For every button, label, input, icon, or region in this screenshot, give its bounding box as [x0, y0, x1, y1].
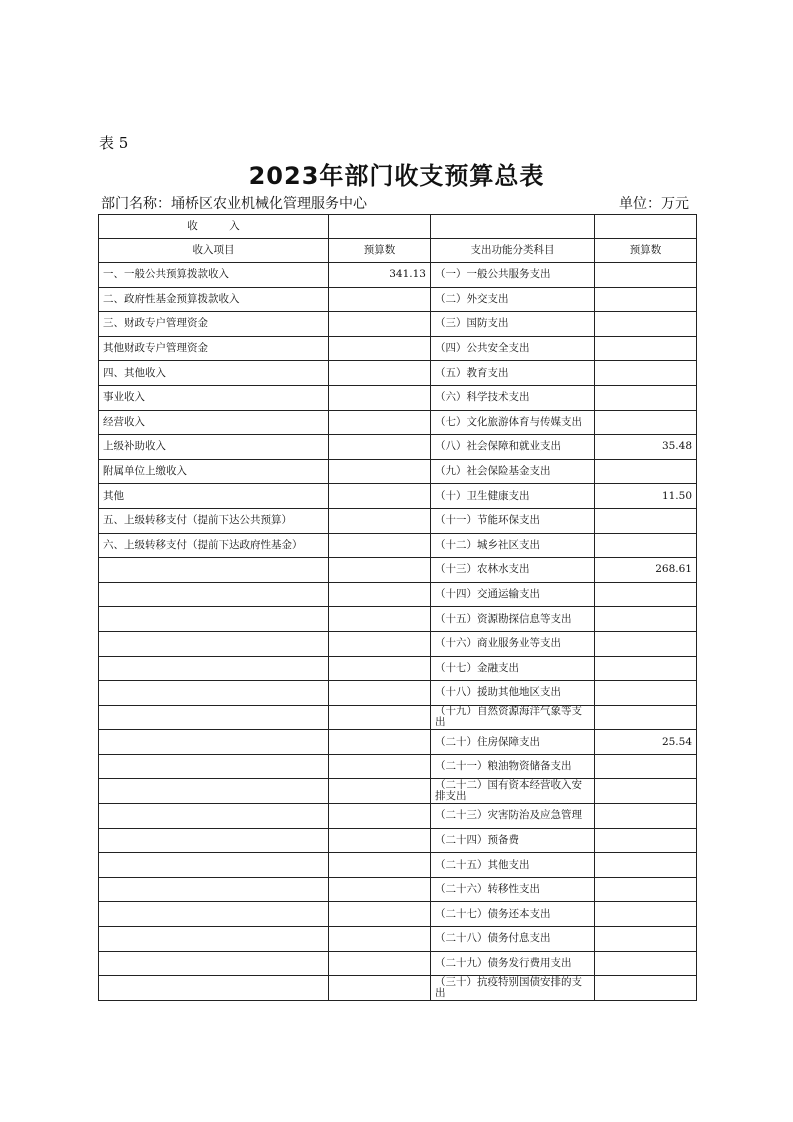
income-section-header: 收 入 — [99, 215, 329, 239]
expense-amount-cell — [595, 410, 697, 435]
income-item-cell — [99, 631, 329, 656]
income-amount-cell — [329, 533, 431, 558]
income-amount-cell — [329, 705, 431, 730]
income-amount-cell — [329, 877, 431, 902]
income-item-cell: 三、财政专户管理资金 — [99, 312, 329, 337]
income-amount-cell — [329, 853, 431, 878]
income-item-cell — [99, 582, 329, 607]
table-row — [99, 336, 697, 361]
table-row — [99, 976, 697, 1001]
table-row — [99, 681, 697, 706]
income-item-cell: 其他 — [99, 484, 329, 509]
income-item-cell: 事业收入 — [99, 385, 329, 410]
income-item-header: 收入项目 — [99, 239, 329, 263]
column-header-row — [99, 239, 697, 263]
expense-amount-cell: 11.50 — [595, 484, 697, 509]
expense-amount-cell: 268.61 — [595, 558, 697, 583]
income-item-cell: 其他财政专户管理资金 — [99, 336, 329, 361]
table-row — [99, 779, 697, 804]
expense-amount-cell — [595, 385, 697, 410]
expense-item-cell: （十八）援助其他地区支出 — [431, 681, 595, 706]
expense-item-cell: （二十六）转移性支出 — [431, 877, 595, 902]
unit-label: 单位：万元 — [619, 196, 689, 212]
income-item-cell — [99, 705, 329, 730]
expense-amount-cell — [595, 582, 697, 607]
expense-amount-cell: 35.48 — [595, 435, 697, 460]
income-item-cell — [99, 681, 329, 706]
expense-amount-cell — [595, 927, 697, 952]
table-row — [99, 410, 697, 435]
expense-item-cell: （二）外交支出 — [431, 287, 595, 312]
page-title: 2023年部门收支预算总表 — [248, 162, 545, 190]
expense-item-cell: （一）一般公共服务支出 — [431, 263, 595, 288]
expense-item-cell: （二十二）国有资本经营收入安排支出 — [431, 779, 595, 804]
expense-item-cell: （三）国防支出 — [431, 312, 595, 337]
income-item-cell — [99, 976, 329, 1001]
expense-amount-cell — [595, 779, 697, 804]
income-item-cell — [99, 779, 329, 804]
expense-item-cell: （八）社会保障和就业支出 — [431, 435, 595, 460]
table-row — [99, 754, 697, 779]
table-row — [99, 533, 697, 558]
expense-amount-cell — [595, 656, 697, 681]
expense-item-cell: （九）社会保险基金支出 — [431, 459, 595, 484]
expense-item-cell: （十九）自然资源海洋气象等支出 — [431, 705, 595, 730]
expense-amount-cell — [595, 312, 697, 337]
income-amount-cell — [329, 336, 431, 361]
expense-item-cell: （二十七）债务还本支出 — [431, 902, 595, 927]
income-item-cell — [99, 656, 329, 681]
expense-item-header: 支出功能分类科目 — [431, 239, 595, 263]
income-amount-cell — [329, 582, 431, 607]
income-amount-cell — [329, 287, 431, 312]
income-amount-cell — [329, 312, 431, 337]
table-row — [99, 435, 697, 460]
table-row — [99, 804, 697, 829]
table-row — [99, 902, 697, 927]
expense-item-cell: （二十）住房保障支出 — [431, 730, 595, 755]
table-row — [99, 631, 697, 656]
expense-item-cell: （六）科学技术支出 — [431, 385, 595, 410]
expense-item-cell: （二十四）预备费 — [431, 828, 595, 853]
budget-table — [98, 214, 697, 1001]
table-row — [99, 656, 697, 681]
income-item-cell: 四、其他收入 — [99, 361, 329, 386]
expense-item-cell: （七）文化旅游体育与传媒支出 — [431, 410, 595, 435]
expense-amount-cell — [595, 336, 697, 361]
table-row — [99, 385, 697, 410]
income-amount-cell — [329, 631, 431, 656]
expense-amount-cell — [595, 951, 697, 976]
income-amount-cell — [329, 361, 431, 386]
income-item-cell: 一、一般公共预算拨款收入 — [99, 263, 329, 288]
expense-amount-cell — [595, 754, 697, 779]
expense-amount-cell — [595, 287, 697, 312]
income-amount-cell — [329, 779, 431, 804]
income-amount-cell — [329, 902, 431, 927]
income-amount-cell — [329, 927, 431, 952]
table-row — [99, 287, 697, 312]
expense-amount-cell — [595, 976, 697, 1001]
expense-item-cell: （十五）资源勘探信息等支出 — [431, 607, 595, 632]
table-row — [99, 705, 697, 730]
expense-amount-cell — [595, 607, 697, 632]
income-amount-cell — [329, 828, 431, 853]
income-amount-cell — [329, 681, 431, 706]
department-name: 部门名称：埇桥区农业机械化管理服务中心 — [101, 196, 367, 212]
blank-cell — [329, 215, 431, 239]
income-item-cell — [99, 902, 329, 927]
income-item-cell: 五、上级转移支付（提前下达公共预算） — [99, 508, 329, 533]
income-amount-cell — [329, 976, 431, 1001]
income-item-cell — [99, 853, 329, 878]
income-amount-cell — [329, 754, 431, 779]
table-number: 表 5 — [99, 134, 129, 152]
expense-amount-cell — [595, 828, 697, 853]
income-amount-cell — [329, 385, 431, 410]
expense-item-cell: （十六）商业服务业等支出 — [431, 631, 595, 656]
expense-item-cell: （二十九）债务发行费用支出 — [431, 951, 595, 976]
income-item-cell — [99, 754, 329, 779]
expense-amount-cell — [595, 877, 697, 902]
income-amount-cell — [329, 484, 431, 509]
expense-amount-cell — [595, 705, 697, 730]
expense-item-cell: （十七）金融支出 — [431, 656, 595, 681]
expense-item-cell: （二十五）其他支出 — [431, 853, 595, 878]
expense-item-cell: （二十一）粮油物资储备支出 — [431, 754, 595, 779]
expense-amount-cell — [595, 533, 697, 558]
expense-amount-header: 预算数 — [595, 239, 697, 263]
expense-item-cell: （十三）农林水支出 — [431, 558, 595, 583]
income-item-cell: 上级补助收入 — [99, 435, 329, 460]
expense-amount-cell — [595, 804, 697, 829]
income-item-cell — [99, 927, 329, 952]
expense-amount-cell — [595, 459, 697, 484]
expense-item-cell: （五）教育支出 — [431, 361, 595, 386]
income-amount-cell — [329, 508, 431, 533]
blank-cell — [431, 215, 595, 239]
expense-item-cell: （三十）抗疫特别国债安排的支出 — [431, 976, 595, 1001]
income-amount-cell — [329, 951, 431, 976]
income-amount-header: 预算数 — [329, 239, 431, 263]
expense-amount-cell — [595, 681, 697, 706]
table-row — [99, 607, 697, 632]
expense-amount-cell — [595, 361, 697, 386]
expense-item-cell: （二十三）灾害防治及应急管理 — [431, 804, 595, 829]
income-item-cell — [99, 558, 329, 583]
table-row — [99, 312, 697, 337]
income-item-cell: 六、上级转移支付（提前下达政府性基金） — [99, 533, 329, 558]
income-item-cell: 经营收入 — [99, 410, 329, 435]
table-row — [99, 263, 697, 288]
table-row — [99, 853, 697, 878]
expense-item-cell: （十二）城乡社区支出 — [431, 533, 595, 558]
section-header-row — [99, 215, 697, 239]
table-row — [99, 877, 697, 902]
income-item-cell — [99, 730, 329, 755]
table-row — [99, 730, 697, 755]
income-item-cell — [99, 951, 329, 976]
income-amount-cell — [329, 730, 431, 755]
income-amount-cell: 341.13 — [329, 263, 431, 288]
income-amount-cell — [329, 410, 431, 435]
table-row — [99, 508, 697, 533]
income-item-cell — [99, 607, 329, 632]
budget-table-body — [99, 215, 697, 1001]
expense-item-cell: （二十八）债务付息支出 — [431, 927, 595, 952]
table-row — [99, 459, 697, 484]
blank-cell — [595, 215, 697, 239]
expense-item-cell: （十）卫生健康支出 — [431, 484, 595, 509]
income-item-cell — [99, 804, 329, 829]
table-row — [99, 951, 697, 976]
income-item-cell: 附属单位上缴收入 — [99, 459, 329, 484]
table-row — [99, 828, 697, 853]
expense-amount-cell: 25.54 — [595, 730, 697, 755]
expense-amount-cell — [595, 853, 697, 878]
table-row — [99, 558, 697, 583]
table-row — [99, 582, 697, 607]
expense-amount-cell — [595, 263, 697, 288]
expense-amount-cell — [595, 508, 697, 533]
income-amount-cell — [329, 459, 431, 484]
income-amount-cell — [329, 656, 431, 681]
table-row — [99, 361, 697, 386]
income-item-cell — [99, 828, 329, 853]
expense-item-cell: （十一）节能环保支出 — [431, 508, 595, 533]
income-amount-cell — [329, 435, 431, 460]
income-amount-cell — [329, 558, 431, 583]
expense-item-cell: （十四）交通运输支出 — [431, 582, 595, 607]
expense-amount-cell — [595, 631, 697, 656]
expense-amount-cell — [595, 902, 697, 927]
income-item-cell — [99, 877, 329, 902]
income-amount-cell — [329, 804, 431, 829]
income-amount-cell — [329, 607, 431, 632]
table-row — [99, 927, 697, 952]
table-row — [99, 484, 697, 509]
expense-item-cell: （四）公共安全支出 — [431, 336, 595, 361]
income-item-cell: 二、政府性基金预算拨款收入 — [99, 287, 329, 312]
